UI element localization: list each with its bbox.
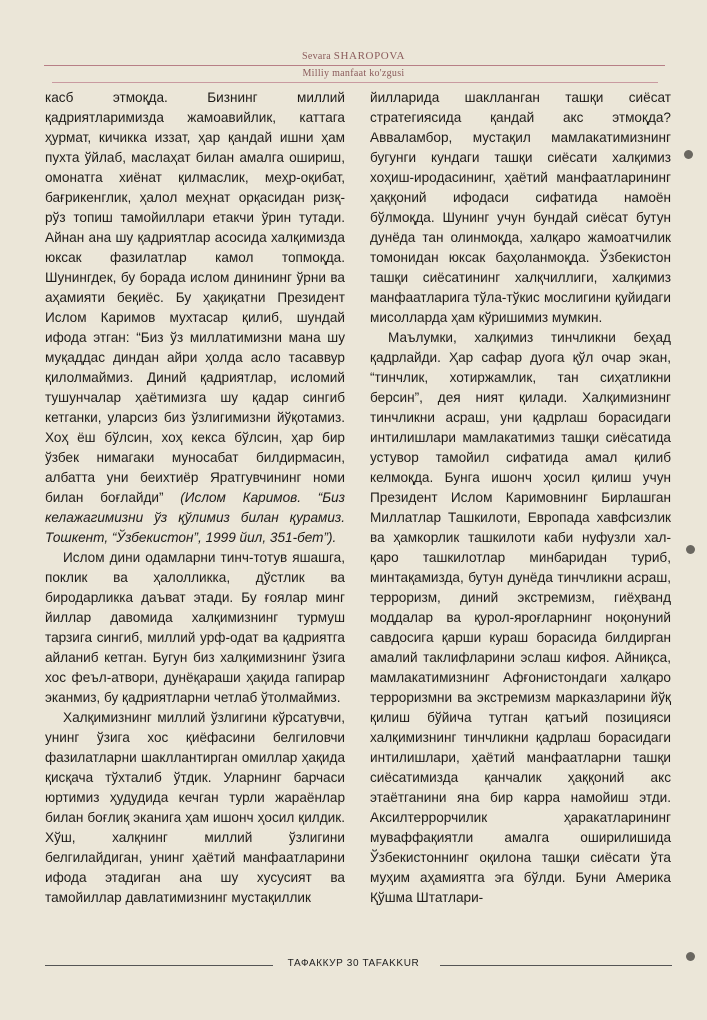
left-column: [45, 88, 345, 908]
series-title: Milliy manfaat ko'zgusi: [302, 68, 405, 79]
left-paragraph-1: [45, 88, 345, 548]
author-first-name: Sevara: [301, 51, 331, 62]
binding-hole-mark: [686, 545, 695, 554]
header-rule: [44, 65, 665, 66]
footer-rule-right: [440, 965, 672, 966]
right-paragraph-1: йилларида шаклланган ташқи сиёсат стратегиясида қандай акс этмоқда? Авваламбор, мустақил мамлакатимизнинг бугунги кундаги ташқи сиёсати халқимиз хоҳиш-иродасининг, ҳаётий манфаатларининг ҳаққоний ифодаси сифатида намоён бўлмоқда. Шунинг учун бундай сиёсат бутун дунёда тан олинмоқда, халқаро жамоатчилик томонидан юксак баҳоланмоқда. Ўзбекистон ташқи сиёсатининг халқчиллиги, халқимиз манфаатларига тўла-тўкис мослигини қуйидаги мисолларда ҳам кўришимиз мумкин.: [370, 90, 671, 325]
right-column: [370, 88, 671, 908]
page-header: [0, 50, 707, 62]
left-paragraph-1-citation: (Ислом Каримов. “Биз келажагимизни ўз қўлимиз билан қурамиз. Тошкент, “Ўзбекистон”, 1999 йил, 351-бет”).: [45, 490, 345, 545]
binding-hole-mark: [684, 150, 693, 159]
page-footer: ТАФАККУР 30 TAFAKKUR: [287, 958, 420, 969]
header-rule-lower: [52, 82, 658, 83]
author-last-name: SHAROPOVA: [333, 50, 406, 62]
binding-hole-mark: [686, 952, 695, 961]
author-name: [0, 50, 707, 62]
left-paragraph-3: Халқимизнинг миллий ўзлигини кўрсатувчи, унинг ўзига хос қиёфасини белгиловчи фазилатларни шакллантирган омиллар ҳақида қисқача тўхталиб ўтдик. Уларнинг барчаси юртимиз ҳудудида кечган турли жараёнлар билан боғлиқ эканига ҳам ишонч ҳосил қилдик. Хўш, халқнинг миллий ўзлигини белгилайдиган, унинг ҳаётий манфаатларини ифода этадиган ана шу хусусият ва тамойиллар давлатимизнинг мустақиллик: [45, 710, 345, 905]
left-paragraph-1-text: касб этмоқда. Бизнинг миллий қадриятларимизда жамоавийлик, каттага ҳурмат, кичикка иззат, ҳар қандай ишни ҳам пухта ўйлаб, маслаҳат билан амалга ошириш, омонатга хиёнат қилмаслик, меҳр-оқибат, бағрикенглик, ҳалол меҳнат орқасидан ризқ-рўз топиш тамойиллари етакчи ўрин тутади. Айнан ана шу қадриятлар асосида халқимизда юксак фазилатлар камол топмоқда. Шунингдек, бу борада ислом динининг ўрни ва аҳамияти беқиёс. Бу ҳақиқатни Президент Ислом Каримов мухтасар қилиб, шундай ифода этган: “Биз ўз миллатимизни мана шу муқаддас диндан айри ҳолда асло тасаввур қилолмаймиз. Диний қадриятлар, исломий тушунчалар ҳаётимизга шу қадар сингиб кетганки, уларсиз биз ўзлигимизни йўқотамиз. Хоҳ ёш бўлсин, хоҳ кекса бўлсин, ҳар бир ўзбек нимагаки муносабат билдирмасин, албатта уни беихтиёр Яратгувчининг номи билан боғлайди”: [45, 90, 345, 505]
left-paragraph-2: Ислом дини одамларни тинч-тотув яшашга, поклик ва ҳалолликка, дўстлик ва биродарликка даъват этади. Бу ғоялар минг йиллар давомида халқимизнинг турмуш тарзига сингиб, миллий урф-одат ва қадриятга айланиб кетган. Бугун биз халқимизнинг ўзига хос феъл-атвори, дунёқараши ҳақида гапирар эканмиз, бу қадриятларни четлаб ўтолмаймиз.: [45, 550, 345, 705]
right-paragraph-2: Маълумки, халқимиз тинчликни беҳад қадрлайди. Ҳар сафар дуога қўл очар экан, “тинчлик, хотиржамлик, тан сиҳатликни берсин”, дея ният қилади. Халқимизнинг тинчликни асраш, уни қадрлаш борасидаги интилишлари мамлакатимиз ташқи сиёсатида устувор тамойил сифатида амал қилиб келмоқда. Бунга ишонч ҳосил қилиш учун Президент Ислом Каримовнинг Бирлашган Миллатлар Ташкилоти, Европада хавфсизлик ва ҳамкорлик ташкилоти каби нуфузли хал-қаро ташкилотлар минбаридан туриб, минтақамизда, бутун дунёда тинчликни асраш, терроризм, диний экстремизм, гиёҳванд моддалар ва қурол-яроғларнинг ноқонуний савдосига қарши кураш борасида билдирган амалий таклифларини эслаш кифоя. Айниқса, мамлакатимизнинг Афғонистондаги халқаро терроризмни ва экстремизм марказларини йўқ қилиш бўйича тутган қатъий позицияси халқимизнинг тинчликни қадрлаш борасидаги интилишлари, ҳаётий манфаатларни ташқи сиёсатимизда қанчалик ҳаққоний акс этаётганини яна бир карра намойиш этди. Аксилтеррорчилик ҳаракатларининг муваффақиятли амалга оширилишида Ўзбекистоннинг оқилона ташқи сиёсати ўта муҳим аҳамиятга эга бўлди. Буни Америка Қўшма Штатлари-: [370, 330, 671, 905]
